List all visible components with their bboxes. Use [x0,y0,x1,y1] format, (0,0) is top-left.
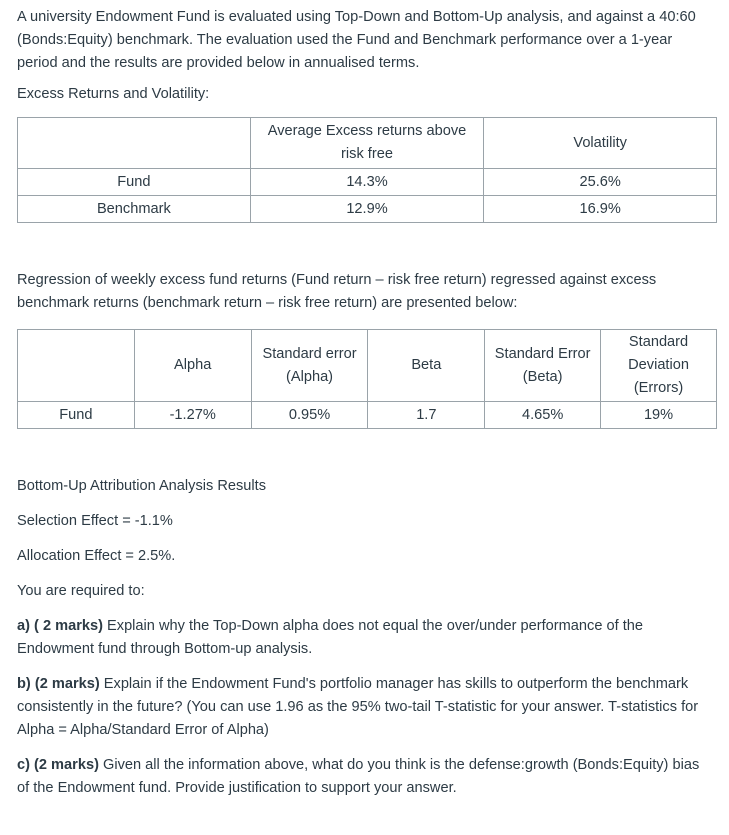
volatility-cell: 25.6% [484,169,717,196]
allocation-effect: Allocation Effect = 2.5%. [17,548,176,564]
question-b-label: b) (2 marks) [17,676,100,692]
row-label: Fund [18,402,135,429]
se-alpha-cell: 0.95% [251,402,368,429]
question-c-text: Given all the information above, what do you think is the defense:growth (Bonds:Equity) bias of the Endowment fund. Provide justification to support your answer. [17,757,700,796]
table-row [18,169,717,196]
header-sd-errors: Standard Deviation (Errors) [601,330,717,402]
header-cell-empty [18,118,251,169]
header-cell-empty [18,330,135,402]
question-a-label: a) ( 2 marks) [17,618,103,634]
header-beta: Beta [368,330,485,402]
table-row [18,402,717,429]
header-alpha: Alpha [134,330,251,402]
excess-return-cell: 12.9% [250,196,484,223]
question-c [17,754,715,800]
sd-errors-cell: 19% [601,402,717,429]
intro-paragraph: A university Endowment Fund is evaluated using Top-Down and Bottom-Up analysis, and against a 40:60 (Bonds:Equity) benchmark. The evaluation used the Fund and Benchmark performance over a 1-year period and the results are provided below in annualised terms. [17,9,696,71]
beta-cell: 1.7 [368,402,485,429]
table-header-row [18,330,717,402]
header-volatility: Volatility [484,118,717,169]
question-a [17,615,715,661]
header-se-alpha: Standard error (Alpha) [251,330,368,402]
se-beta-cell: 4.65% [485,402,601,429]
table1-title: Excess Returns and Volatility: [17,86,210,102]
excess-returns-table [17,117,717,223]
selection-effect: Selection Effect = -1.1% [17,513,173,529]
row-label: Fund [18,169,251,196]
excess-return-cell: 14.3% [250,169,484,196]
bottom-up-title: Bottom-Up Attribution Analysis Results [17,478,267,494]
required-label: You are required to: [17,583,145,599]
question-b [17,673,715,742]
volatility-cell: 16.9% [484,196,717,223]
question-c-label: c) (2 marks) [17,757,99,773]
regression-paragraph: Regression of weekly excess fund returns (Fund return – risk free return) regressed against excess benchmark returns (benchmark return – risk free return) are presented below: [17,272,657,311]
regression-table [17,329,717,429]
alpha-cell: -1.27% [134,402,251,429]
question-a-text: Explain why the Top-Down alpha does not equal the over/under performance of the Endowment fund through Bottom-up analysis. [17,618,644,657]
question-b-text: Explain if the Endowment Fund's portfolio manager has skills to outperform the benchmark consistently in the future? (You can use 1.96 as the 95% two-tail T-statistic for your answer. T-statistics for Alpha = Alpha/Standard Error of Alpha) [17,676,699,738]
table-row [18,196,717,223]
table-header-row [18,118,717,169]
header-se-beta: Standard Error (Beta) [485,330,601,402]
header-excess-returns: Average Excess returns above risk free [250,118,484,169]
row-label: Benchmark [18,196,251,223]
